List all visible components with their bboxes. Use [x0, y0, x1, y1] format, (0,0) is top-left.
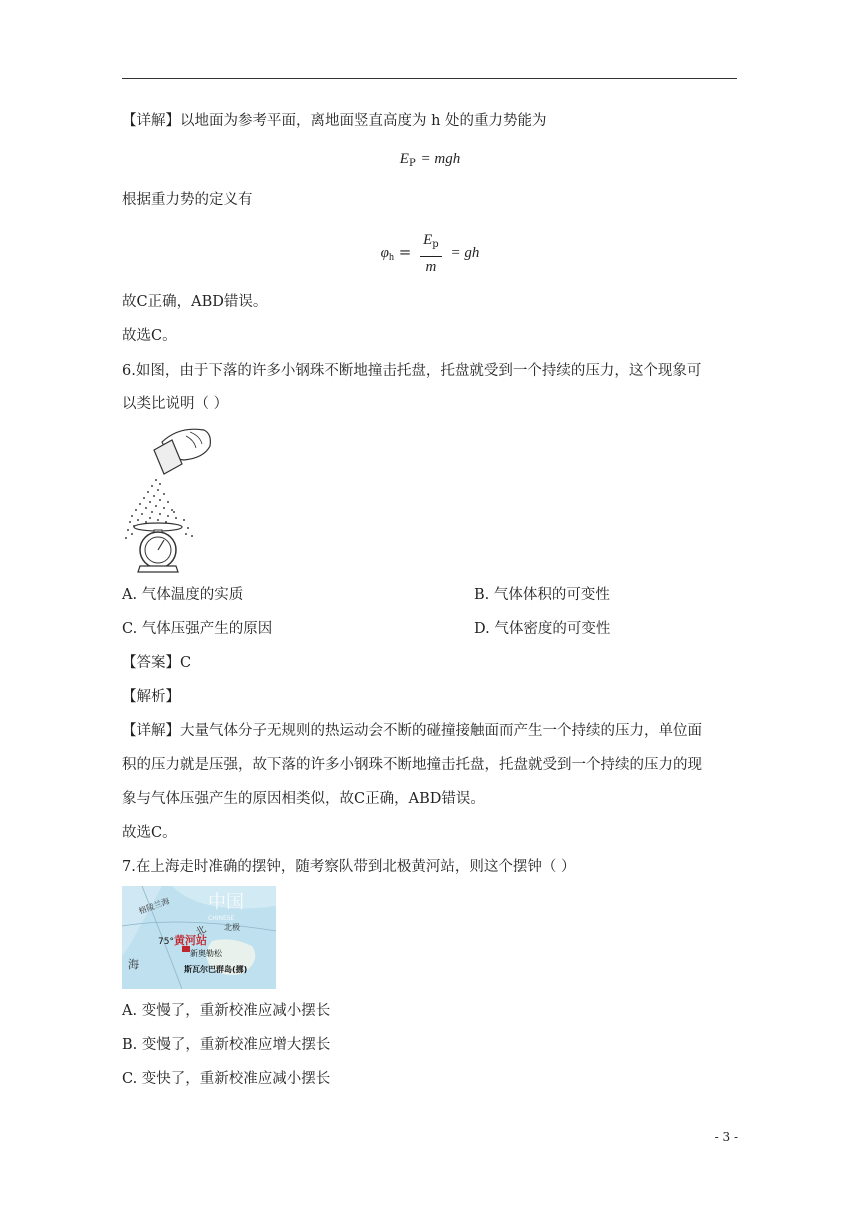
formula2-phi-sub: h [388, 252, 394, 263]
formula2-rhs: = gh [450, 245, 480, 261]
q6-option-b: B. 气体体积的可变性 [474, 587, 610, 603]
formula-lhs-sub: P [408, 158, 416, 169]
q6-answer: 【答案】C [122, 655, 192, 671]
map-watermark-sub: CHINESE [208, 915, 235, 922]
definition-text: 根据重力势的定义有 [122, 192, 253, 208]
scale-balls-svg [124, 424, 214, 574]
q6-option-c: C. 气体压强产生的原因 [122, 621, 273, 637]
q6-option-d: D. 气体密度的可变性 [474, 621, 611, 637]
map-north-label: 北 [194, 924, 209, 939]
map-town-label: 新奥勒松 [190, 949, 222, 958]
q7-option-a: A. 变慢了，重新校准应减小摆长 [122, 1003, 331, 1019]
choose-text: 故选C。 [122, 328, 177, 344]
q6-detail-line3: 象与气体压强产生的原因相类似，故C正确，ABD错误。 [122, 791, 485, 807]
formula-rhs: = mgh [420, 151, 461, 167]
header-rule [122, 78, 737, 79]
q7-option-c: C. 变快了，重新校准应减小摆长 [122, 1071, 331, 1087]
map-pole-label: 北极 [224, 923, 240, 932]
formula2-num-sub: p [432, 239, 439, 250]
q6-analysis-label: 【解析】 [122, 689, 180, 705]
q6-stem-line2: 以类比说明（ ） [122, 396, 229, 412]
map-lat-label: 75° [158, 937, 174, 947]
q7-option-b: B. 变慢了，重新校准应增大摆长 [122, 1037, 331, 1053]
map-station-label: 黄河站 [174, 934, 207, 947]
map-islands-label: 斯瓦尔巴群岛(挪) [184, 965, 248, 974]
formula-potential-energy [0, 149, 860, 169]
formula2-fraction [420, 229, 442, 277]
q6-option-a: A. 气体温度的实质 [122, 587, 244, 603]
map-watermark: 中国 [208, 892, 244, 913]
q7-stem: 7.在上海走时准确的摆钟，随考察队带到北极黄河站，则这个摆钟（ ） [122, 859, 576, 875]
q6-stem-line1: 6.如图，由于下落的许多小钢珠不断地撞击托盘，托盘就受到一个持续的压力，这个现象可 [122, 363, 702, 379]
q6-choose: 故选C。 [122, 825, 177, 841]
map-sea2-label: 格陵兰海 [137, 896, 171, 916]
map-sea-label: 海 [128, 958, 139, 971]
formula2-den: m [425, 259, 437, 275]
formula-gravitational-potential [0, 229, 860, 277]
scale-balls-illustration [124, 424, 214, 574]
formula2-num: E [423, 232, 433, 248]
page-number: - 3 - [714, 1130, 738, 1144]
arctic-map-image [122, 886, 276, 989]
conclusion-text: 故C正确，ABD错误。 [122, 294, 268, 310]
arctic-map-svg [122, 886, 276, 989]
formula2-eq: = [398, 243, 412, 261]
detail-intro: 【详解】以地面为参考平面，离地面竖直高度为 h 处的重力势能为 [122, 113, 547, 129]
q6-detail-line2: 积的压力就是压强，故下落的许多小钢珠不断地撞击托盘，托盘就受到一个持续的压力的现 [122, 757, 702, 773]
formula2-phi: φ [380, 245, 389, 261]
formula-lhs: E [399, 151, 409, 167]
q6-detail-line1: 【详解】大量气体分子无规则的热运动会不断的碰撞接触面而产生一个持续的压力，单位面 [122, 723, 702, 739]
